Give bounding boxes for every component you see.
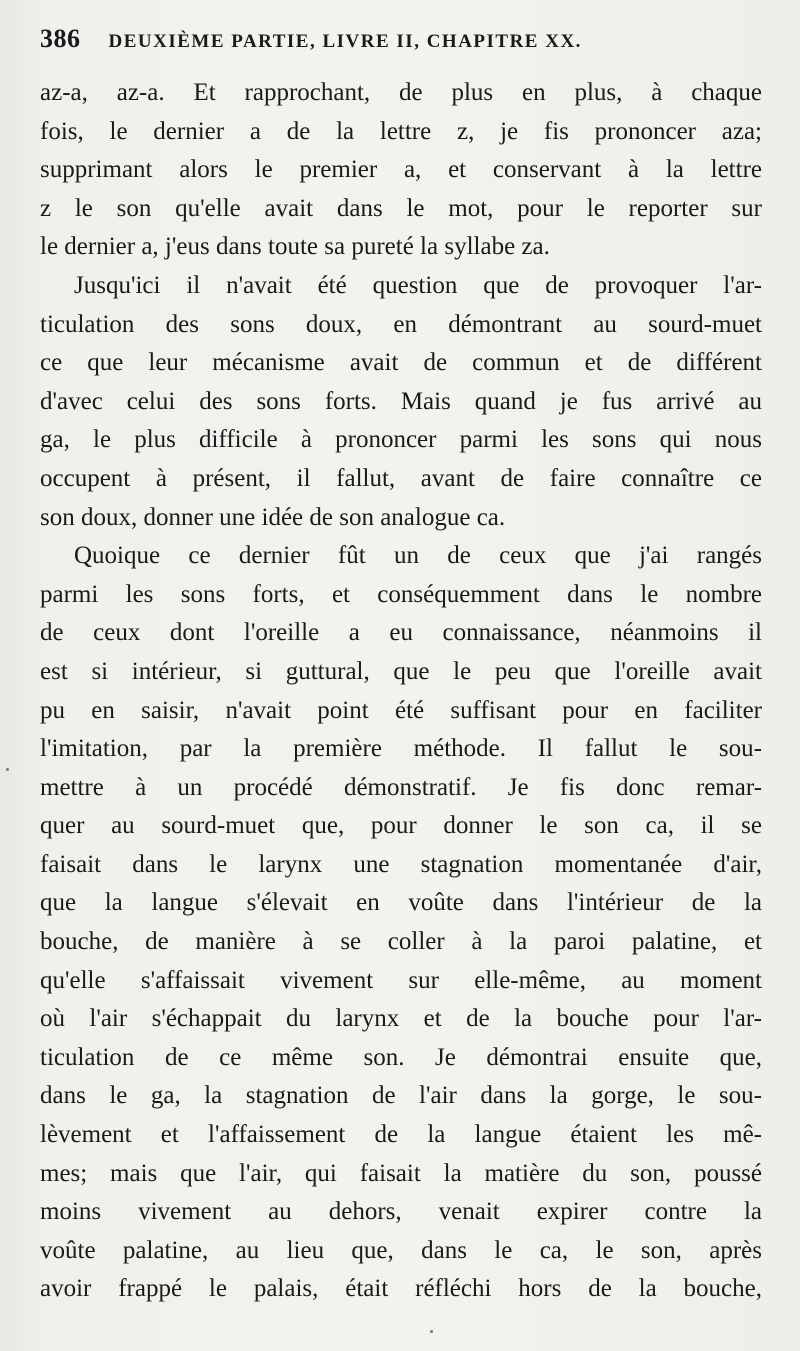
paper-speck	[6, 768, 9, 771]
text-line: Quoique ce dernier fût un de ceux que j'ai rangés	[74, 542, 762, 570]
text-line: mes; mais que l'air, qui faisait la matière du son, poussé	[40, 1159, 762, 1187]
text-line: supprimant alors le premier a, et conservant à la lettre	[40, 156, 762, 184]
text-line: mettre à un procédé démonstratif. Je fis donc remar-	[40, 773, 762, 801]
text-line: le dernier a, j'eus dans toute sa pureté la syllabe za.	[40, 233, 550, 261]
text-line: de ceux dont l'oreille a eu connaissance, néanmoins il	[40, 619, 762, 647]
text-line: où l'air s'échappait du larynx et de la bouche pour l'ar-	[40, 1005, 762, 1033]
text-line: Jusqu'ici il n'avait été question que de provoquer l'ar-	[74, 271, 762, 299]
text-line: que la langue s'élevait en voûte dans l'intérieur de la	[40, 889, 762, 917]
text-line: d'avec celui des sons forts. Mais quand je fus arrivé au	[40, 387, 762, 415]
text-line: l'imitation, par la première méthode. Il fallut le sou-	[40, 735, 762, 763]
text-line: z le son qu'elle avait dans le mot, pour le reporter sur	[40, 194, 762, 222]
page-header	[40, 24, 760, 60]
text-line: quer au sourd-muet que, pour donner le son ca, il se	[40, 812, 762, 840]
page-number: 386	[40, 24, 81, 53]
text-line: avoir frappé le palais, était réfléchi hors de la bouche,	[40, 1275, 762, 1303]
text-line: ticulation de ce même son. Je démontrai ensuite que,	[40, 1043, 762, 1071]
text-line: occupent à présent, il fallut, avant de faire connaître ce	[40, 464, 762, 492]
text-line: qu'elle s'affaissait vivement sur elle-même, au moment	[40, 966, 762, 994]
running-head: DEUXIÈME PARTIE, LIVRE II, CHAPITRE XX.	[108, 31, 582, 52]
text-line: voûte palatine, au lieu que, dans le ca, le son, après	[40, 1236, 762, 1264]
text-line: faisait dans le larynx une stagnation momentanée d'air,	[40, 850, 762, 878]
text-line: ticulation des sons doux, en démontrant au sourd-muet	[40, 310, 762, 338]
text-line: lèvement et l'affaissement de la langue étaient les mê-	[40, 1121, 762, 1149]
text-line: dans le ga, la stagnation de l'air dans la gorge, le sou-	[40, 1082, 762, 1110]
body-text	[40, 74, 762, 1309]
text-line: est si intérieur, si guttural, que le peu que l'oreille avait	[40, 657, 762, 685]
text-line: ga, le plus difficile à prononcer parmi les sons qui nous	[40, 426, 762, 454]
text-line: fois, le dernier a de la lettre z, je fis prononcer aza;	[40, 117, 762, 145]
text-line: ce que leur mécanisme avait de commun et de différent	[40, 349, 762, 377]
text-line: son doux, donner une idée de son analogue ca.	[40, 503, 506, 531]
text-line: bouche, de manière à se coller à la paroi palatine, et	[40, 928, 762, 956]
text-line: moins vivement au dehors, venait expirer contre la	[40, 1198, 762, 1226]
paper-speck	[430, 1330, 433, 1333]
text-line: pu en saisir, n'avait point été suffisant pour en faciliter	[40, 696, 762, 724]
text-line: parmi les sons forts, et conséquemment dans le nombre	[40, 580, 762, 608]
text-line: az-a, az-a. Et rapprochant, de plus en plus, à chaque	[40, 79, 762, 106]
